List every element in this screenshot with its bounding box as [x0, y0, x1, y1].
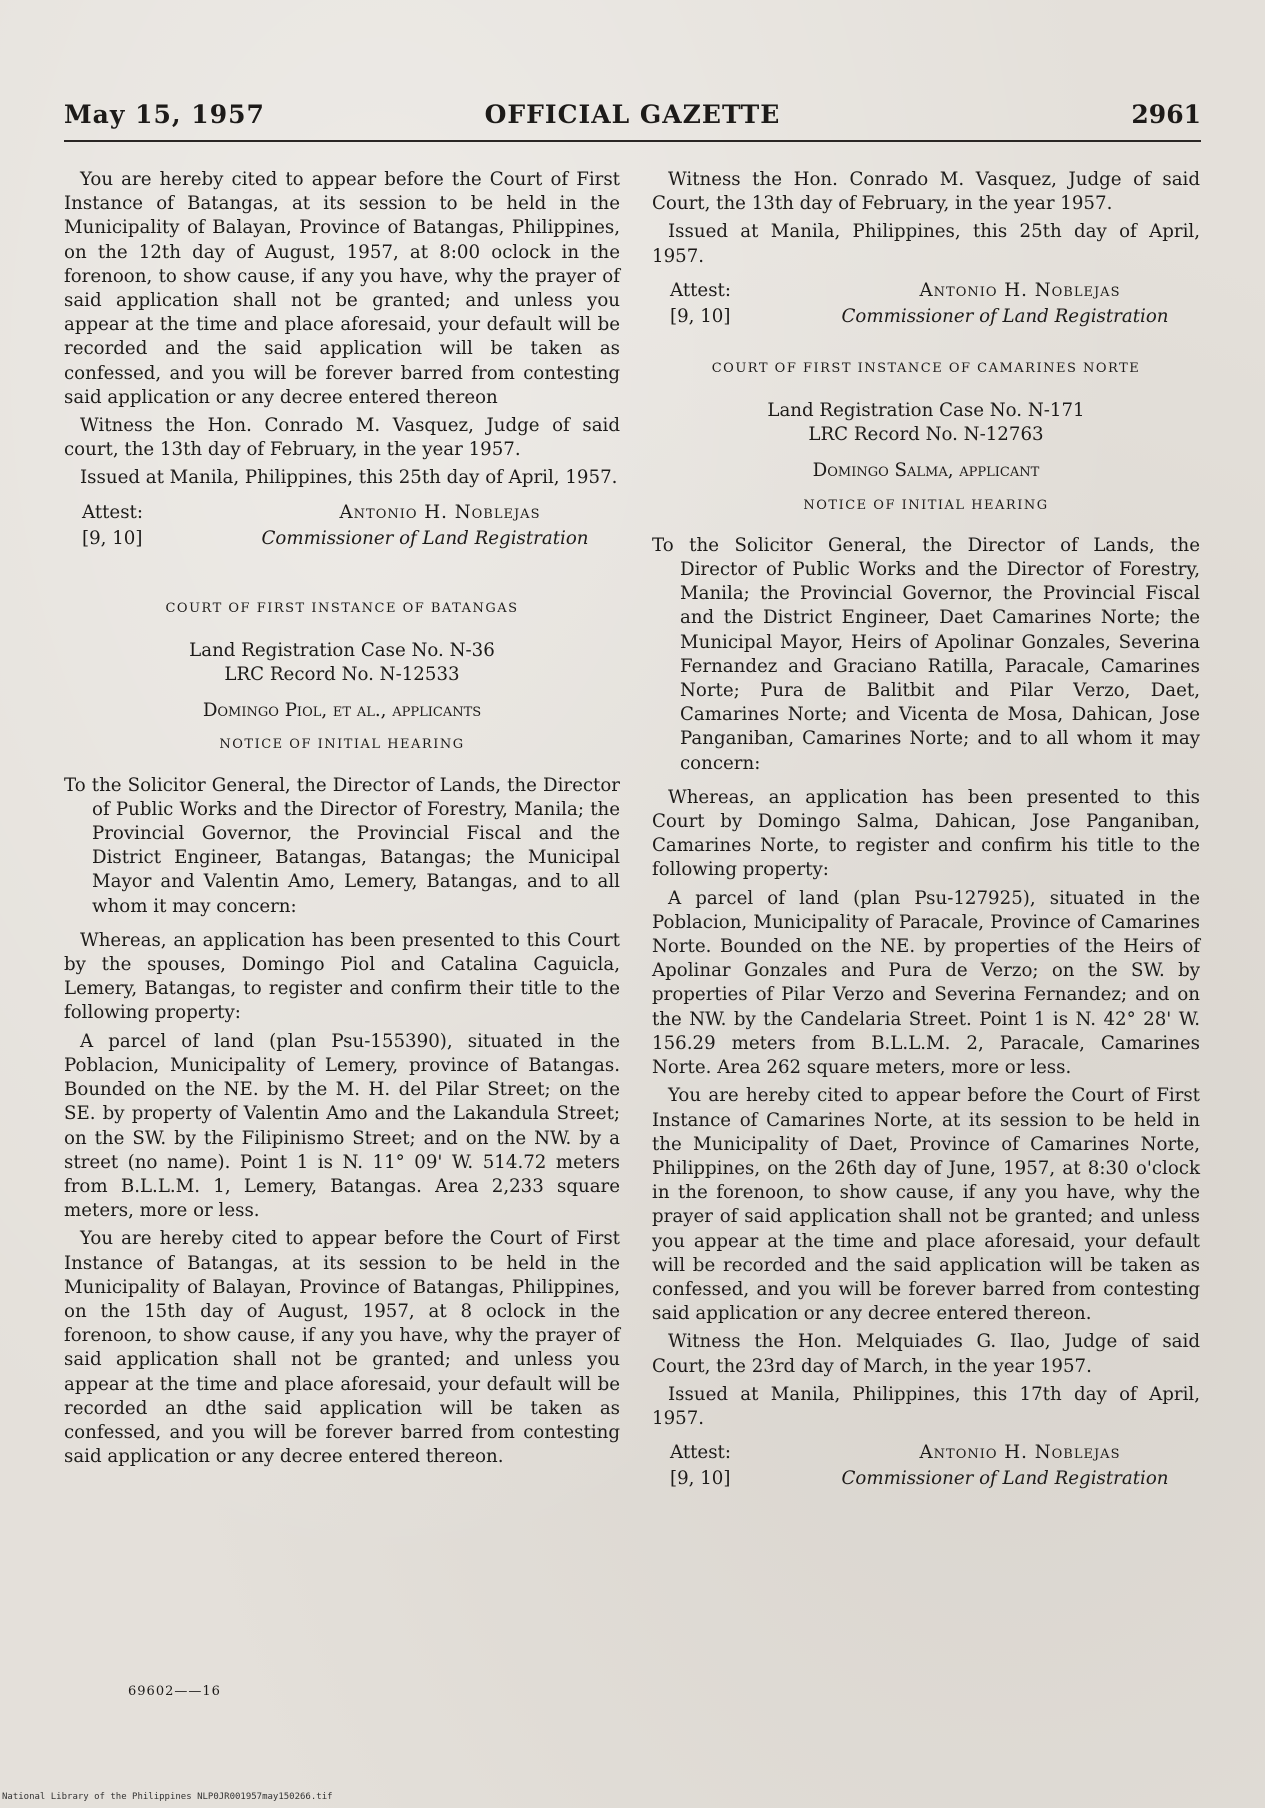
page-header [64, 100, 1201, 142]
right-column [652, 168, 1200, 1493]
addressee: To the Solicitor General, the Director of Lands, the Director of Public Works and the Director of Forestry, Manila; the Provincial Governor, the Provincial Fiscal and the District Engineer, Daet Camarines Norte; the Municipal Mayor, Heirs of Apolinar Gonzales, Severina Fernandez and Graciano Ratilla, Paracale, Camarines Norte; Pura de Balitbit and Pilar Verzo, Daet, Camarines Norte; and Vicenta de Mosa, Dahican, Jose Panganiban, Camarines Norte; and to all whom it may concern: [652, 534, 1200, 774]
court-heading: COURT OF FIRST INSTANCE OF CAMARINES NORTE [711, 360, 1141, 376]
paragraph: Witness the Hon. Melquiades G. Ilao, Judge of said Court, the 23rd day of March, in the year 1957. [652, 1331, 1200, 1377]
scan-credit: National Library of the Philippines NLP0JR001957may150266.tif [2, 1792, 333, 1802]
attest-name: Antonio H. Noblejas [919, 279, 1121, 301]
paragraph: Issued at Manila, Philippines, this 25th day of April, 1957. [80, 467, 618, 489]
paragraph: Whereas, an application has been presented to this Court by the spouses, Domingo Piol and Catalina Caguicla, Lemery, Batangas, to register and confirm their title to the following property: [64, 929, 620, 1024]
paragraph: You are hereby cited to appear before the Court of First Instance of Batangas, at its session to be held in the Municipality of Balayan, Province of Batangas, Philippines, on the 12th day of August, 1957, at 8:00 oclock in the forenoon, to show cause, if any you have, why the prayer of said application shall not be granted; and unless you appear at the time and place aforesaid, your default will be recorded and the said application will be taken as confessed, and you will be forever barred from contesting said application or any decree entered thereon [64, 169, 620, 408]
paragraph: Witness the Hon. Conrado M. Vasquez, Judge of said Court, the 13th day of February, in the year 1957. [652, 169, 1200, 215]
attest-code: [9, 10] [82, 527, 143, 549]
notice-heading: NOTICE OF INITIAL HEARING [803, 497, 1049, 513]
paragraph: Issued at Manila, Philippines, this 17th day of April, 1957. [652, 1383, 1200, 1429]
attest-role: Commissioner of Land Registration [841, 1468, 1169, 1490]
court-heading: COURT OF FIRST INSTANCE OF BATANGAS [165, 600, 519, 616]
paragraph: Issued at Manila, Philippines, this 25th day of April, 1957. [652, 221, 1200, 267]
header-page-number: 2961 [1131, 100, 1201, 129]
case-number: Land Registration Case No. N-171 [767, 400, 1085, 422]
addressee: To the Solicitor General, the Director of Lands, the Director of Public Works and the Director of Forestry, Manila; the Provincial Governor, the Provincial Fiscal and the District Engineer, Batangas, Batangas; the Municipal Mayor and Valentin Amo, Lemery, Batangas, and to all whom it may concern: [64, 774, 620, 917]
notice-heading: NOTICE OF INITIAL HEARING [219, 737, 465, 753]
paragraph: A parcel of land (plan Psu-155390), situated in the Poblacion, Municipality of Lemery, province of Batangas. Bounded on the NE. by the M. H. del Pilar Street; on the SE. by property of Valentin Amo and the Lakandula Street; on the SW. by the Filipinismo Street; and on the NW. by a street (no name). Point 1 is N. 11° 09' W. 514.72 meters from B.L.L.M. 1, Lemery, Batangas. Area 2,233 square meters, more or less. [64, 1030, 620, 1222]
attest-name: Antonio H. Noblejas [919, 1442, 1121, 1464]
attest-code: [9, 10] [670, 1468, 731, 1490]
attest-name: Antonio H. Noblejas [339, 501, 541, 523]
applicants: Domingo Piol, et al., applicants [202, 700, 482, 722]
left-column [64, 168, 620, 1473]
attest-code: [9, 10] [670, 305, 731, 327]
print-code: 69602——16 [128, 1684, 221, 1699]
attest-label: Attest: [82, 501, 143, 523]
header-date: May 15, 1957 [64, 100, 265, 129]
attest-block [652, 279, 1200, 331]
paragraph: A parcel of land (plan Psu-127925), situated in the Poblacion, Municipality of Paracale, Province of Camarines Norte. Bounded on the NE. by properties of the Heirs of Apolinar Gonzales and Pura de Verzo; on the SW. by properties of Pilar Verzo and Severina Fernandez; and on the NW. by the Candelaria Street. Point 1 is N. 42° 28' W. 156.29 meters from B.L.L.M. 2, Paracale, Camarines Norte. Area 262 square meters, more or less. [652, 887, 1200, 1079]
attest-role: Commissioner of Land Registration [841, 305, 1169, 327]
record-number: LRC Record No. N-12763 [808, 424, 1044, 446]
paragraph: You are hereby cited to appear before the Court of First Instance of Camarines Norte, at its session to be held in the Municipality of Daet, Province of Camarines Norte, Philippines, on the 26th day of June, 1957, at 8:30 o'clock in the forenoon, to show cause, if any you have, why the prayer of said application shall not be granted; and unless you appear at the time and place aforesaid, your default will be recorded and the said application will be taken as confessed, and you will be forever barred from contesting said application or any decree entered thereon. [652, 1085, 1200, 1325]
paragraph: Witness the Hon. Conrado M. Vasquez, Judge of said court, the 13th day of February, in the year 1957. [64, 415, 620, 461]
case-number: Land Registration Case No. N-36 [189, 639, 495, 661]
attest-label: Attest: [670, 1442, 731, 1464]
attest-block [64, 501, 620, 553]
header-title: OFFICIAL GAZETTE [484, 100, 781, 129]
applicants: Domingo Salma, applicant [812, 460, 1040, 482]
paragraph: You are hereby cited to appear before the Court of First Instance of Batangas, at its session to be held in the Municipality of Balayan, Province of Batangas, Philippines, on the 15th day of August, 1957, at 8 oclock in the forenoon, to show cause, if any you have, why the prayer of said application shall not be granted; and unless you appear at the time and place aforesaid, your default will be recorded an dthe said application will be taken as confessed, and you will be forever barred from contesting said application or any decree entered thereon. [64, 1228, 620, 1468]
attest-label: Attest: [670, 279, 731, 301]
attest-role: Commissioner of Land Registration [261, 527, 589, 549]
attest-block [652, 1441, 1200, 1493]
record-number: LRC Record No. N-12533 [224, 664, 460, 686]
paragraph: Whereas, an application has been presented to this Court by Domingo Salma, Dahican, Jose Panganiban, Camarines Norte, to register and confirm his title to the following property: [652, 786, 1200, 881]
